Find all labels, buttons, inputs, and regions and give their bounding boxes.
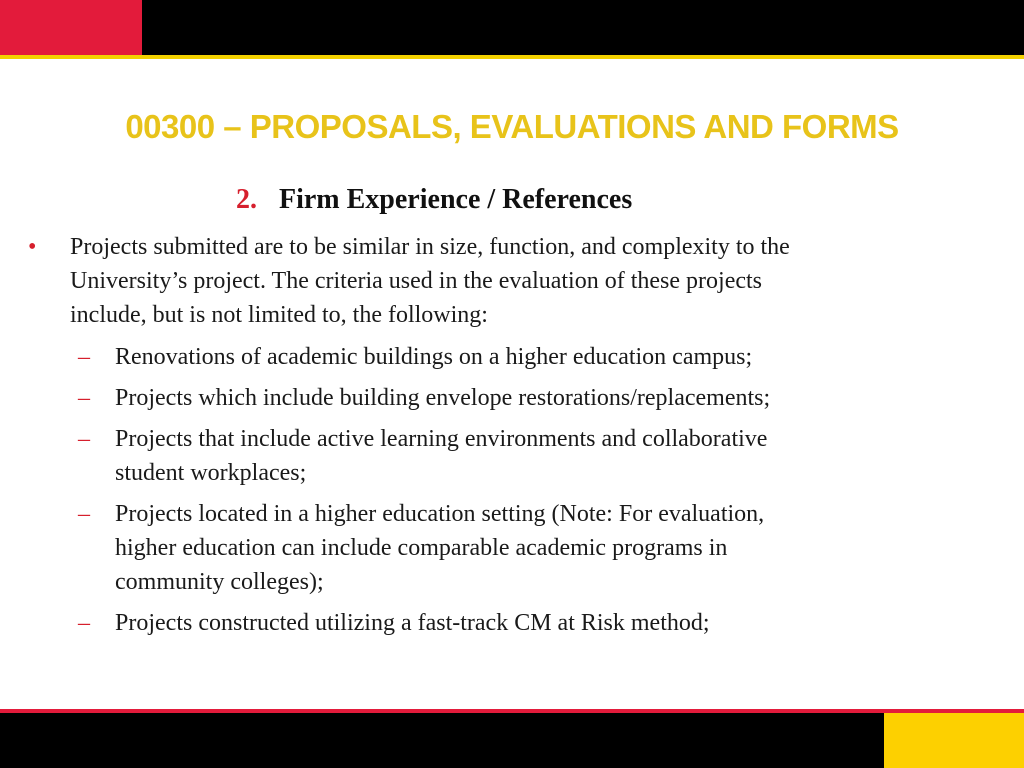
bottom-banner: [0, 713, 1024, 768]
sub-item-line: Projects located in a higher education setting (Note: For evaluation,: [115, 501, 765, 527]
sub-item-line: student workplaces;: [115, 460, 307, 486]
dash-marker: –: [78, 426, 90, 452]
dash-marker: –: [78, 610, 90, 636]
bottom-yellow-block: [884, 713, 1024, 768]
sub-item-line: Renovations of academic buildings on a higher education campus;: [115, 344, 753, 370]
sub-item-line: Projects constructed utilizing a fast-track CM at Risk method;: [115, 610, 710, 636]
section-number: 2.: [236, 184, 257, 215]
bullet-marker: •: [28, 234, 37, 260]
slide-title: 00300 – PROPOSALS, EVALUATIONS AND FORMS: [125, 108, 899, 145]
bullet-text: [70, 230, 920, 332]
bullet-line: University’s project. The criteria used in the evaluation of these projects: [70, 268, 763, 294]
top-red-block: [0, 0, 142, 55]
top-banner: [0, 0, 1024, 55]
dash-marker: –: [78, 501, 90, 527]
section-subtitle: [236, 184, 632, 216]
dash-marker: –: [78, 385, 90, 411]
bullet-line: include, but is not limited to, the following:: [70, 302, 488, 328]
section-heading: Firm Experience / References: [279, 184, 633, 215]
dash-marker: –: [78, 344, 90, 370]
bullet-line: Projects submitted are to be similar in size, function, and complexity to the: [70, 234, 790, 260]
sub-item-line: Projects that include active learning environments and collaborative: [115, 426, 768, 452]
sub-item-line: Projects which include building envelope restorations/replacements;: [115, 385, 771, 411]
sub-item-line: higher education can include comparable academic programs in: [115, 535, 728, 561]
sub-item-line: community colleges);: [115, 569, 324, 595]
top-yellow-rule: [0, 55, 1024, 59]
